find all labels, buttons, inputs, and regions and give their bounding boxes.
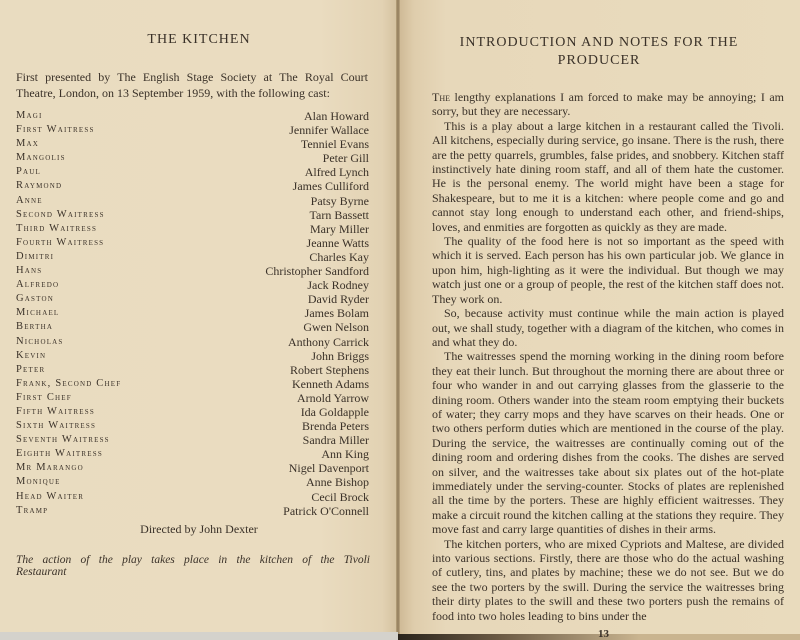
cast-role: Gaston xyxy=(16,293,54,305)
cast-row xyxy=(16,419,369,433)
cast-role: Dimitri xyxy=(16,250,55,262)
setting-note: The action of the play takes place in the kitchen of the Tivoli Restaurant xyxy=(16,554,370,578)
paragraph-5: The waitresses spend the morning working in the dining room before they eat their lunch. But throughout the morning there are about three or four who wander in and out carrying glasses from the glasserie to the dining room. Others wander into the steam room emptying their buckets of water; they carry mops and they have scarves on their heads. One or two others perform duties which are mentioned in the course of the play. During the service, the waitresses are continually coming out of the dining room and ordering dishes from the cooks. The dishes are served on silver, and the waitresses take about six plates out of the hot-plate immediately under the serving-counter. Stocks of plates are replenished all the time by the porters. These are highly efficient waitresses. They make a circuit round the kitchen calling at the stations they require. They move fast and carry large quantities of dishes in their arms. xyxy=(432,349,784,537)
cast-actor: Ida Goldapple xyxy=(300,404,369,419)
cast-row xyxy=(16,292,369,306)
cast-role: Raymond xyxy=(16,180,63,192)
cast-role: Michael xyxy=(16,307,60,319)
cast-actor: Tenniel Evans xyxy=(300,137,369,152)
cast-row xyxy=(16,377,369,391)
cast-actor: David Ryder xyxy=(307,292,369,307)
cast-role: Nicholas xyxy=(16,335,64,347)
play-title: THE KITCHEN xyxy=(147,32,251,47)
cast-row xyxy=(16,475,369,489)
cast-list xyxy=(16,109,369,518)
cast-actor: Robert Stephens xyxy=(290,362,369,377)
cast-actor: Alfred Lynch xyxy=(304,165,369,180)
cast-row xyxy=(16,179,369,193)
cast-role: Peter xyxy=(16,363,46,375)
cast-row xyxy=(16,363,369,377)
cast-role: First Waitress xyxy=(16,124,95,136)
cast-role: Paul xyxy=(16,166,42,178)
cast-role: Second Waitress xyxy=(16,208,105,220)
cast-actor: Jennifer Wallace xyxy=(289,123,369,138)
chapter-title xyxy=(398,34,800,70)
premiere-note: First presented by The English Stage Society at The Royal Court Theatre, London, on 13 September 1959, with the following cast: xyxy=(16,70,368,100)
cast-row xyxy=(16,391,369,405)
cast-row xyxy=(16,109,369,123)
cast-row xyxy=(16,250,369,264)
cast-row xyxy=(16,490,369,504)
cast-role: Kevin xyxy=(16,349,47,361)
cast-row xyxy=(16,264,369,278)
paragraph-1-text: lengthy explanations I am forced to make may be annoying; I am sorry, but they are necessary. xyxy=(432,90,784,119)
cast-row xyxy=(16,137,369,151)
paragraph-1 xyxy=(432,90,784,119)
cast-row xyxy=(16,306,369,320)
cast-row xyxy=(16,278,369,292)
cast-actor: Jack Rodney xyxy=(307,278,369,293)
cast-actor: Jeanne Watts xyxy=(306,235,369,250)
cast-row xyxy=(16,504,369,518)
cast-actor: Gwen Nelson xyxy=(303,320,369,335)
cast-row xyxy=(16,320,369,334)
cast-row xyxy=(16,433,369,447)
page-edge xyxy=(0,632,398,640)
cast-row xyxy=(16,165,369,179)
introduction-body xyxy=(432,90,784,623)
paragraph-4: So, because activity must continue while the main action is played out, we shall study, together with a diagram of the kitchen, who comes in and what they do. xyxy=(432,306,784,349)
cast-role: Tramp xyxy=(16,504,49,516)
cast-role: Anne xyxy=(16,194,43,206)
cast-actor: James Culliford xyxy=(292,179,369,194)
cast-role: Magi xyxy=(16,110,43,121)
cast-role: Mangolis xyxy=(16,152,66,164)
cast-row xyxy=(16,335,369,349)
chapter-title-line-2: PRODUCER xyxy=(557,53,641,68)
cast-row xyxy=(16,123,369,137)
cast-actor: Kenneth Adams xyxy=(292,376,369,391)
cast-actor: Anthony Carrick xyxy=(288,334,369,349)
cast-role: Monique xyxy=(16,476,61,488)
cast-role: Hans xyxy=(16,265,43,277)
cast-row xyxy=(16,236,369,250)
cast-role: Seventh Waitress xyxy=(16,434,110,446)
book-gutter xyxy=(396,0,400,640)
cast-actor: Cecil Brock xyxy=(311,489,369,504)
cast-role: Fourth Waitress xyxy=(16,236,105,248)
cast-role: Fifth Waitress xyxy=(16,405,95,417)
cast-actor: Tarn Bassett xyxy=(309,207,369,222)
cast-actor: Patrick O'Connell xyxy=(283,503,369,518)
director-credit: Directed by John Dexter xyxy=(140,522,258,536)
cast-row xyxy=(16,461,369,475)
cast-role: Max xyxy=(16,138,40,150)
cast-row xyxy=(16,349,369,363)
cast-role: Sixth Waitress xyxy=(16,420,97,432)
cast-row xyxy=(16,208,369,222)
paragraph-3: The quality of the food here is not so important as the speed with which it is served. Each person has his own particular job. We glance in upon him, high-lighting as it were the individual. But though we may watch just one or a group of people, the rest of the kitchen staff does not. They work on. xyxy=(432,234,784,306)
cast-actor: Ann King xyxy=(321,447,369,462)
cast-actor: Sandra Miller xyxy=(302,433,369,448)
cast-actor: John Briggs xyxy=(311,348,369,363)
cast-row xyxy=(16,405,369,419)
cast-row xyxy=(16,151,369,165)
cast-actor: Anne Bishop xyxy=(306,475,369,490)
cast-actor: Brenda Peters xyxy=(302,419,369,434)
paragraph-6: The kitchen porters, who are mixed Cypriots and Maltese, are divided into various sections. Firstly, there are those who do the actual washing of cutlery, tins, and plates by machine; these we do not see. But we do see the two porters by the swill. During the service the waitresses bring their dirty plates to the swill and these two porters push the remains of food into two holes leading to bins under the xyxy=(432,536,784,623)
paragraph-1-lead: The xyxy=(432,90,450,104)
cast-role: Bertha xyxy=(16,321,54,333)
cast-row xyxy=(16,222,369,236)
cast-row xyxy=(16,447,369,461)
cast-actor: Christopher Sandford xyxy=(265,264,369,279)
cast-role: Mr Marango xyxy=(16,462,84,474)
paragraph-2: This is a play about a large kitchen in a restaurant called the Tivoli. All kitchens, especially during service, go insane. There is the rush, there are the petty quarrels, grumbles, false prides, and snobbery. Kitchen staff instinctively hate dining room staff, and all of them hate the customer. He is the personal enemy. The world might have been a stage for Shakespeare, but to me it is a kitchen: where people come and go and cannot stay long enough to understand each other, and friend-ships, loves, and enmities are forgotten as quickly as they are made. xyxy=(432,118,784,234)
cast-actor: Alan Howard xyxy=(304,109,369,123)
cast-actor: Peter Gill xyxy=(322,151,369,166)
cast-actor: Arnold Yarrow xyxy=(297,390,369,405)
cast-role: Head Waiter xyxy=(16,490,85,502)
cast-role: Eighth Waitress xyxy=(16,448,103,460)
cast-role: Frank, Second Chef xyxy=(16,377,122,389)
cast-actor: Charles Kay xyxy=(309,249,369,264)
chapter-title-line-1: INTRODUCTION AND NOTES FOR THE xyxy=(459,35,739,50)
cast-actor: Mary Miller xyxy=(310,221,369,236)
cast-row xyxy=(16,194,369,208)
cast-role: First Chef xyxy=(16,391,72,403)
cast-role: Third Waitress xyxy=(16,222,98,234)
cast-actor: James Bolam xyxy=(304,306,369,321)
cast-role: Alfredo xyxy=(16,279,60,291)
cast-actor: Patsy Byrne xyxy=(310,193,369,208)
page-number: 13 xyxy=(598,628,609,640)
cast-actor: Nigel Davenport xyxy=(288,461,369,476)
